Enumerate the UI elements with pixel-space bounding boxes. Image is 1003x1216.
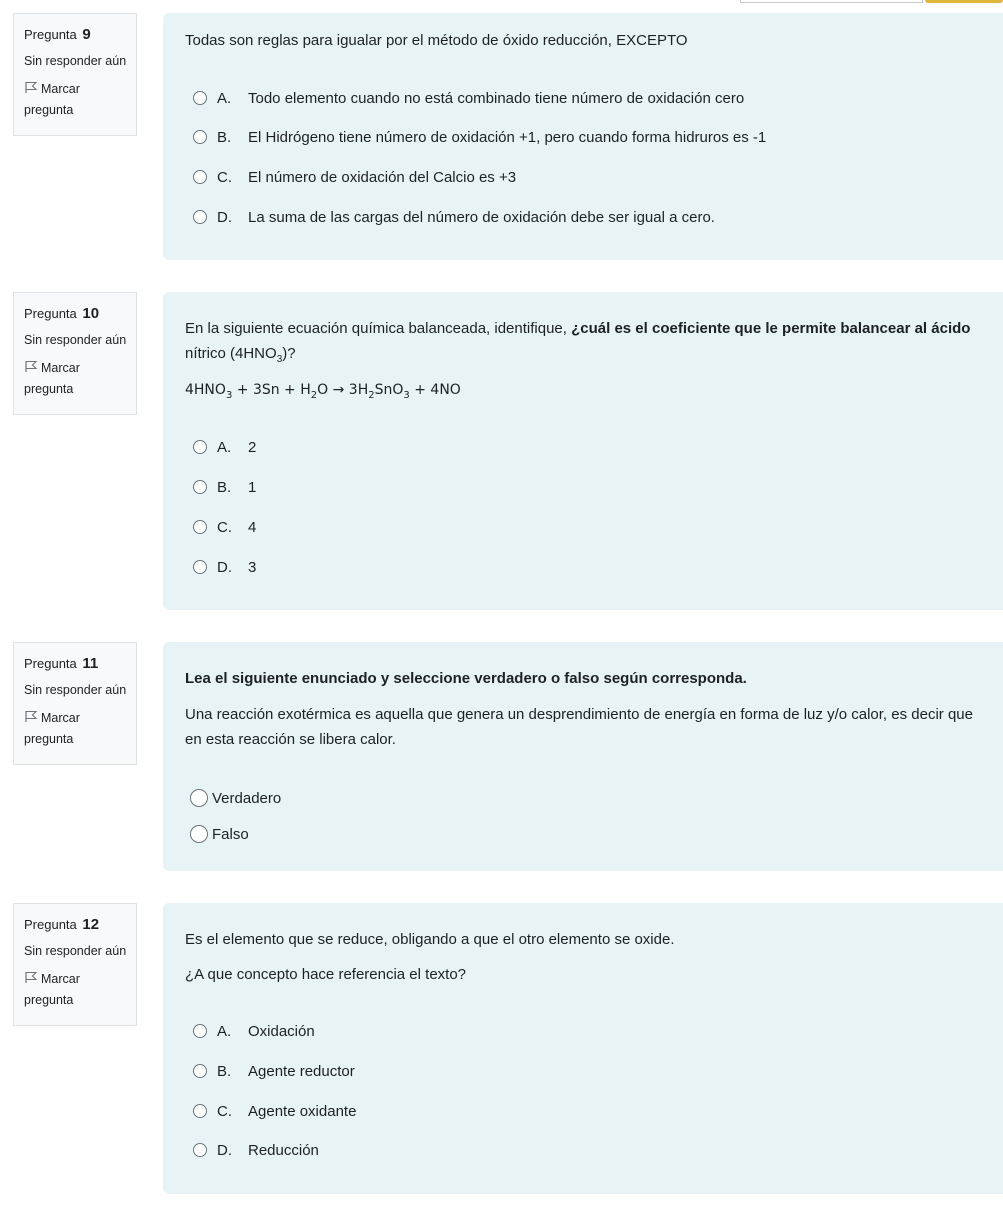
question-content bbox=[163, 903, 1003, 1194]
question-text-intro: En la siguiente ecuación química balanceada, identifique, bbox=[185, 320, 572, 337]
option-letter: A. bbox=[217, 1022, 232, 1040]
radio-button[interactable] bbox=[193, 440, 207, 454]
option-letter: B. bbox=[217, 128, 232, 146]
flag-question-link[interactable] bbox=[24, 969, 136, 1011]
answer-option-false[interactable] bbox=[190, 822, 249, 846]
answer-option[interactable] bbox=[193, 205, 715, 229]
flag-label[interactable]: Marcar bbox=[41, 361, 80, 375]
option-text: Reducción bbox=[248, 1141, 319, 1159]
radio-button[interactable] bbox=[193, 1104, 207, 1118]
question-text bbox=[185, 316, 970, 372]
question-state: Sin responder aún bbox=[24, 683, 127, 697]
option-text: 2 bbox=[248, 438, 257, 456]
radio-button[interactable] bbox=[190, 825, 208, 843]
radio-button[interactable] bbox=[193, 210, 207, 224]
question-title: Pregunta 12 bbox=[24, 916, 100, 933]
answer-option[interactable] bbox=[193, 1019, 315, 1043]
question-heading: Lea el siguiente enunciado y seleccione verdadero o falso según corresponda. bbox=[185, 670, 747, 687]
answer-option[interactable] bbox=[193, 515, 256, 539]
option-text: El Hidrógeno tiene número de oxidación +1, pero cuando forma hidruros es -1 bbox=[248, 128, 767, 146]
answer-option[interactable] bbox=[193, 86, 744, 110]
question-text-line2: ¿A que concepto hace referencia el texto? bbox=[185, 966, 467, 983]
question-info bbox=[13, 642, 137, 765]
radio-button[interactable] bbox=[193, 1024, 207, 1038]
question-number: 12 bbox=[82, 916, 100, 933]
radio-button[interactable] bbox=[190, 789, 208, 807]
flag-label-2[interactable]: pregunta bbox=[24, 382, 74, 396]
option-letter: C. bbox=[217, 1102, 232, 1120]
top-nav-box[interactable] bbox=[740, 0, 923, 3]
answer-option[interactable] bbox=[193, 125, 766, 149]
option-text: Falso bbox=[212, 825, 249, 843]
option-text: Todo elemento cuando no está combinado tiene número de oxidación cero bbox=[248, 89, 745, 107]
chemical-equation: $4HNO_3 + 3Sn + H_2O \to 3H_2SnO_3 + 4NO$ bbox=[185, 382, 461, 401]
option-text: 1 bbox=[248, 478, 257, 496]
option-text: La suma de las cargas del número de oxidación debe ser igual a cero. bbox=[248, 208, 715, 226]
flag-question-link[interactable] bbox=[24, 358, 136, 400]
question-title: Pregunta 9 bbox=[24, 26, 91, 43]
option-text: El número de oxidación del Calcio es +3 bbox=[248, 168, 517, 186]
radio-button[interactable] bbox=[193, 480, 207, 494]
question-text-line2: en esta reacción se libera calor. bbox=[185, 731, 396, 748]
question-text-line1: Una reacción exotérmica es aquella que genera un desprendimiento de energía en forma de luz y/o calor, es decir que bbox=[185, 706, 973, 723]
answer-option-true[interactable] bbox=[190, 786, 281, 810]
option-letter: D. bbox=[217, 208, 232, 226]
flag-icon bbox=[24, 971, 38, 984]
question-number: 11 bbox=[82, 655, 99, 672]
question-number: 9 bbox=[82, 26, 91, 43]
option-text: Agente reductor bbox=[248, 1062, 355, 1080]
option-letter: D. bbox=[217, 1141, 232, 1159]
flag-icon bbox=[24, 710, 38, 723]
radio-button[interactable] bbox=[193, 560, 207, 574]
option-letter: B. bbox=[217, 478, 232, 496]
flag-label[interactable]: Marcar bbox=[41, 711, 80, 725]
option-letter: A. bbox=[217, 438, 232, 456]
question-info bbox=[13, 292, 137, 415]
question-content bbox=[163, 642, 1003, 871]
answer-option[interactable] bbox=[193, 1099, 356, 1123]
top-nav-accent[interactable] bbox=[925, 0, 1003, 3]
question-state: Sin responder aún bbox=[24, 944, 127, 958]
answer-option[interactable] bbox=[193, 165, 516, 189]
radio-button[interactable] bbox=[193, 1143, 207, 1157]
option-text: 4 bbox=[248, 518, 257, 536]
flag-icon bbox=[24, 81, 38, 94]
option-text: Verdadero bbox=[212, 789, 282, 807]
radio-button[interactable] bbox=[193, 1064, 207, 1078]
flag-label[interactable]: Marcar bbox=[41, 82, 80, 96]
question-title: Pregunta 11 bbox=[24, 655, 99, 672]
answer-option[interactable] bbox=[193, 435, 256, 459]
option-text: Oxidación bbox=[248, 1022, 315, 1040]
radio-button[interactable] bbox=[193, 520, 207, 534]
flag-label-2[interactable]: pregunta bbox=[24, 103, 74, 117]
option-letter: D. bbox=[217, 558, 232, 576]
option-letter: C. bbox=[217, 518, 232, 536]
flag-label-2[interactable]: pregunta bbox=[24, 732, 74, 746]
flag-icon bbox=[24, 360, 38, 373]
flag-label[interactable]: Marcar bbox=[41, 972, 80, 986]
radio-button[interactable] bbox=[193, 170, 207, 184]
question-title: Pregunta 10 bbox=[24, 305, 100, 322]
question-text-line2: nítrico $(4HNO_3)$? bbox=[185, 345, 296, 365]
radio-button[interactable] bbox=[193, 130, 207, 144]
question-content bbox=[163, 13, 1003, 260]
flag-question-link[interactable] bbox=[24, 708, 136, 750]
radio-button[interactable] bbox=[193, 91, 207, 105]
question-state: Sin responder aún bbox=[24, 333, 127, 347]
flag-question-link[interactable] bbox=[24, 79, 136, 121]
option-text: 3 bbox=[248, 558, 257, 576]
option-letter: A. bbox=[217, 89, 232, 107]
question-text-bold: ¿cuál es el coeficiente que le permite balancear al ácido bbox=[571, 320, 971, 337]
answer-option[interactable] bbox=[193, 555, 256, 579]
answer-option[interactable] bbox=[193, 475, 256, 499]
question-text: Todas son reglas para igualar por el método de óxido reducción, EXCEPTO bbox=[185, 32, 688, 49]
answer-option[interactable] bbox=[193, 1059, 355, 1083]
question-info bbox=[13, 13, 137, 136]
flag-label-2[interactable]: pregunta bbox=[24, 993, 74, 1007]
question-text-line1: Es el elemento que se reduce, obligando a que el otro elemento se oxide. bbox=[185, 931, 675, 948]
question-state: Sin responder aún bbox=[24, 54, 127, 68]
option-letter: B. bbox=[217, 1062, 232, 1080]
answer-option[interactable] bbox=[193, 1138, 319, 1162]
question-content bbox=[163, 292, 1003, 610]
question-text bbox=[185, 702, 973, 752]
question-info bbox=[13, 903, 137, 1026]
option-text: Agente oxidante bbox=[248, 1102, 357, 1120]
question-number: 10 bbox=[82, 305, 100, 322]
option-letter: C. bbox=[217, 168, 232, 186]
